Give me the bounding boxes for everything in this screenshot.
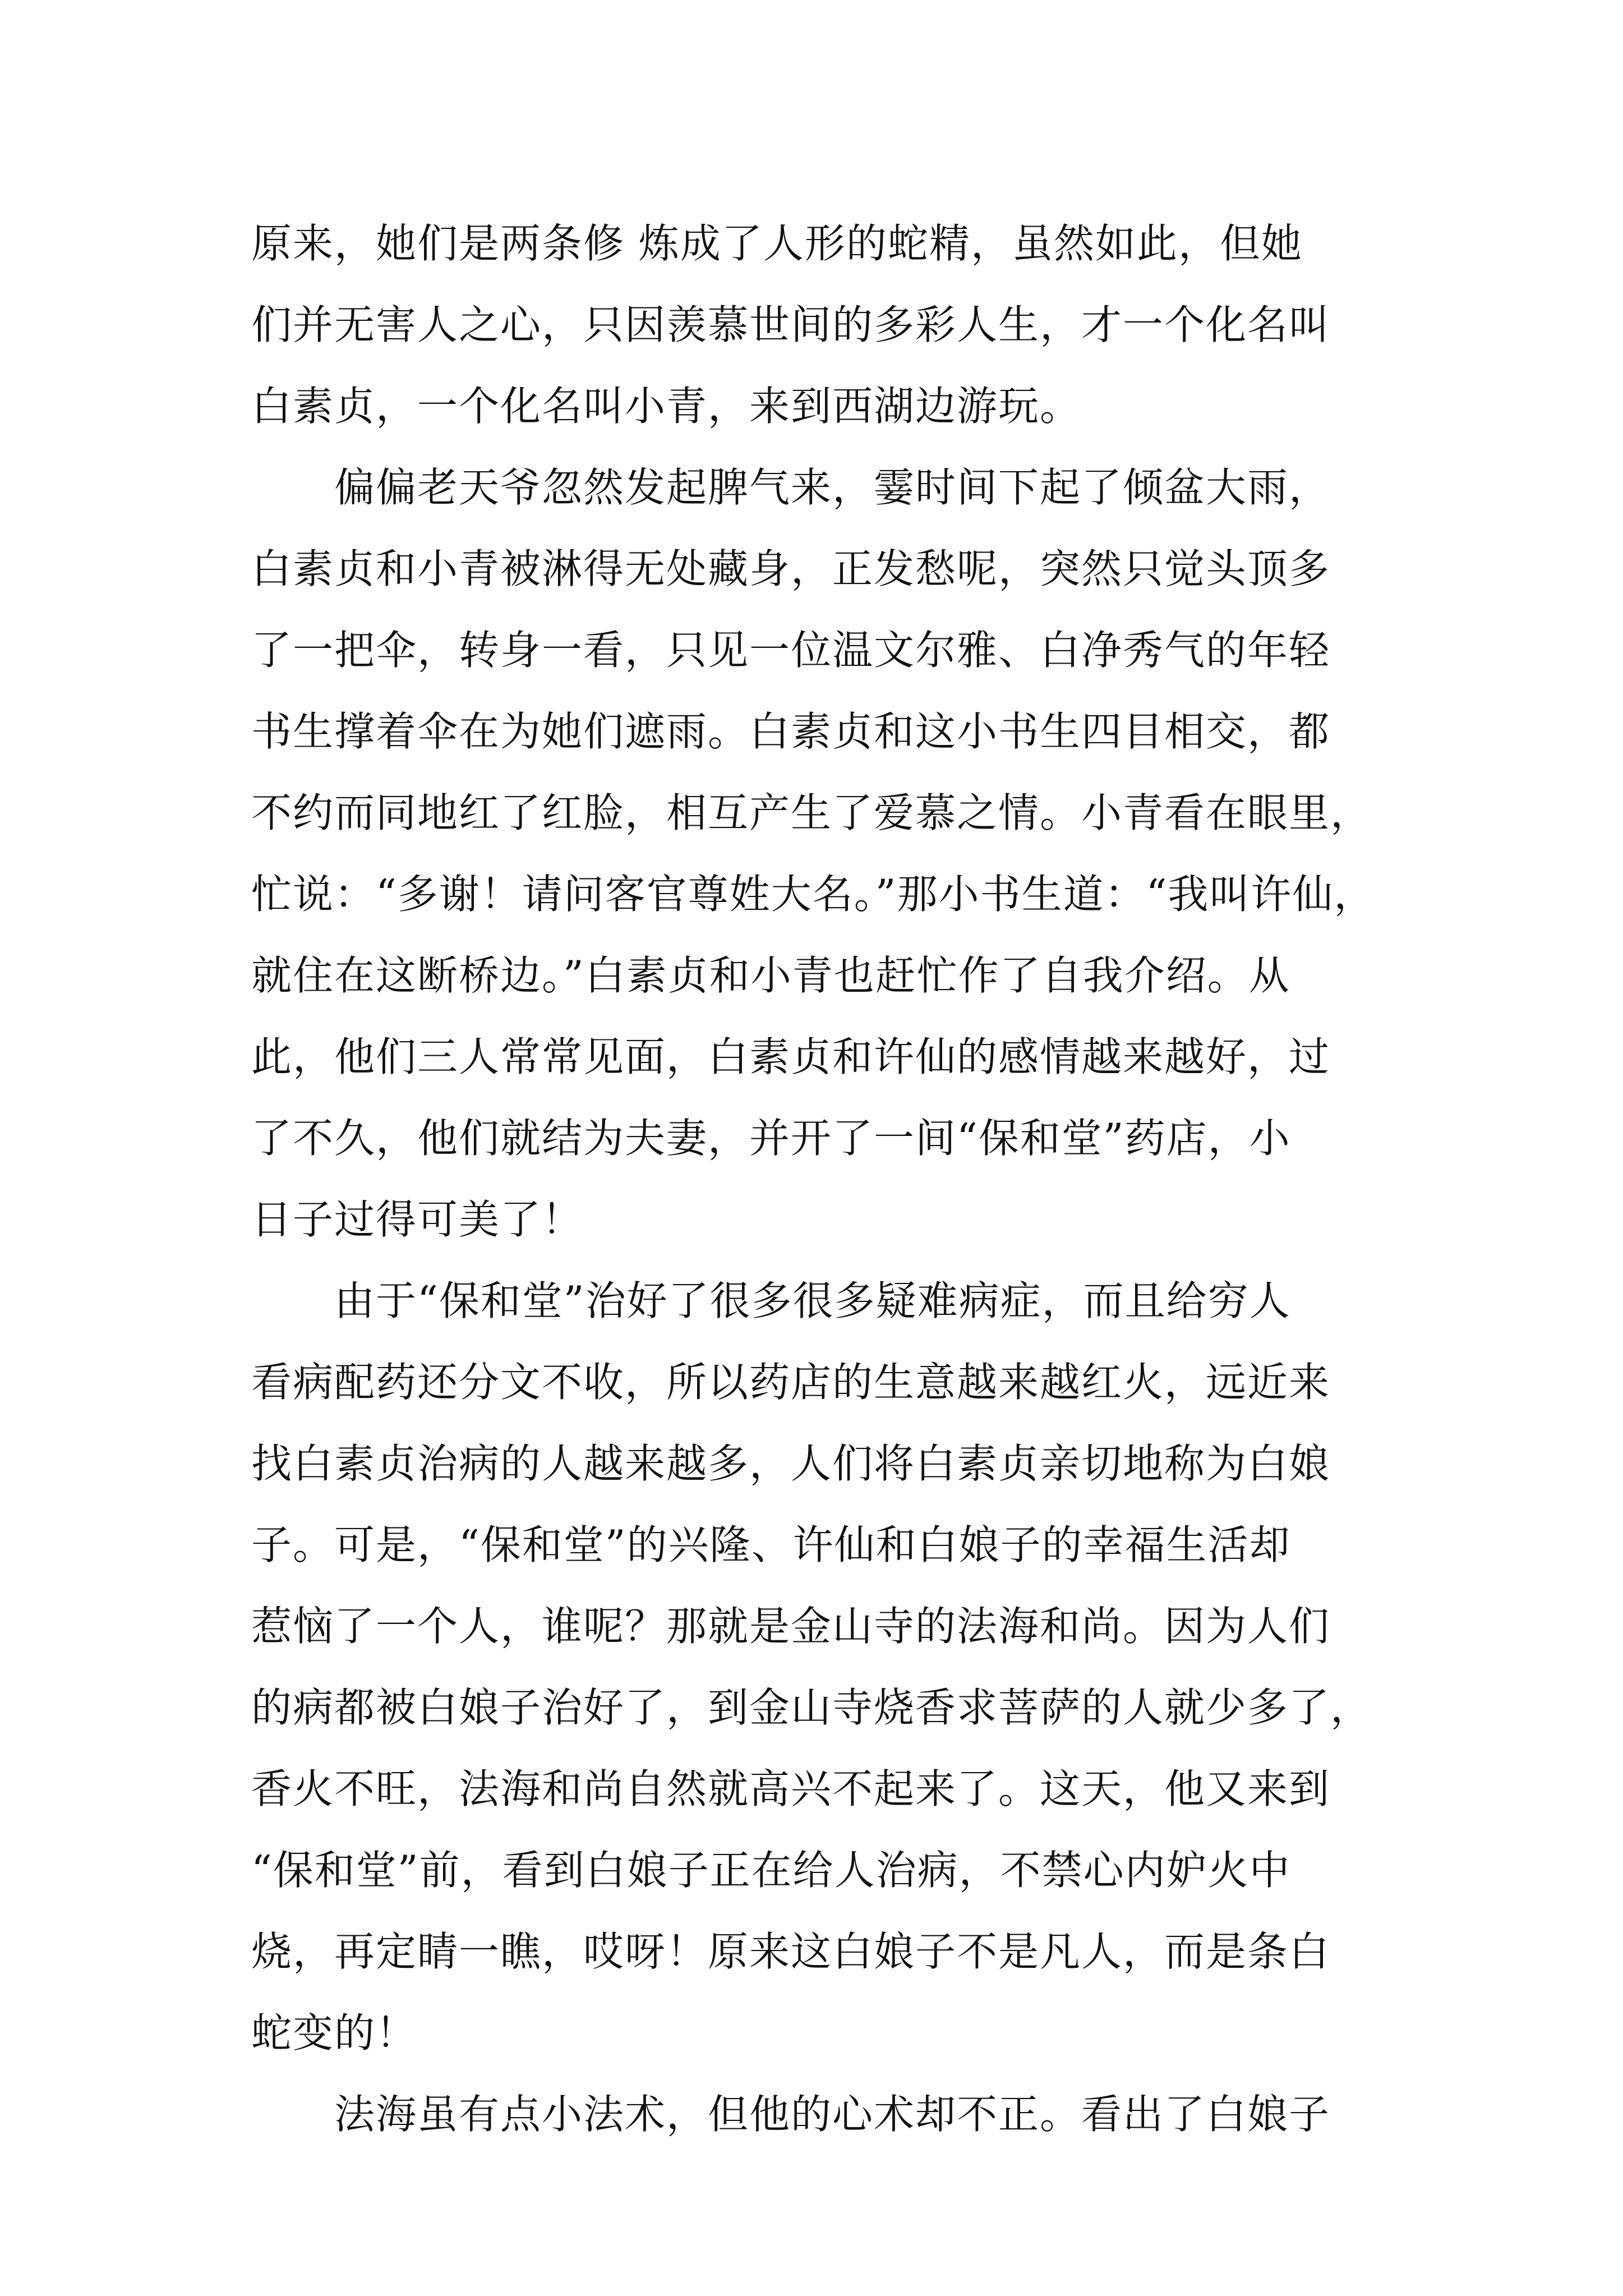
body-text — [251, 203, 1378, 2155]
text-line: 看病配药还分文不收，所以药店的生意越来越红火，远近来 — [251, 1359, 1331, 1406]
text-line: 白素贞和小青被淋得无处藏身，正发愁呢，突然只觉头顶多 — [251, 545, 1331, 592]
text-line: 法海虽有点小法术，但他的心术却不正。看出了白娘子 — [334, 2091, 1331, 2138]
text-line: 香火不旺，法海和尚自然就高兴不起来了。这天，他又来到 — [251, 1765, 1331, 1812]
text-line: 惹恼了一个人，谁呢？那就是金山寺的法海和尚。因为人们 — [251, 1603, 1331, 1650]
text-line: 子。可是，“保和堂”的兴隆、许仙和白娘子的幸福生活却 — [251, 1521, 1291, 1568]
text-line: 此，他们三人常常见面，白素贞和许仙的感情越来越好，过 — [251, 1033, 1331, 1080]
text-line: 忙说：“多谢！请问客官尊姓大名。”那小书生道：“我叫许仙， — [251, 871, 1376, 918]
text-line: 偏偏老天爷忽然发起脾气来，霎时间下起了倾盆大雨， — [334, 464, 1331, 511]
text-line: 不约而同地红了红脸，相互产生了爱慕之情。小青看在眼里， — [251, 789, 1372, 836]
text-line: 找白素贞治病的人越来越多，人们将白素贞亲切地称为白娘 — [251, 1440, 1331, 1487]
text-line: 们并无害人之心，只因羡慕世间的多彩人生，才一个化名叫 — [251, 301, 1331, 348]
text-line: “保和堂”前，看到白娘子正在给人治病，不禁心内妒火中 — [251, 1847, 1291, 1894]
text-line: 原来，她们是两条修 炼成了人形的蛇精，虽然如此，但她 — [251, 220, 1303, 267]
text-line: 烧，再定睛一瞧，哎呀！原来这白娘子不是凡人，而是条白 — [251, 1928, 1331, 1975]
text-line: 蛇变的！ — [251, 2009, 418, 2056]
text-line: 的病都被白娘子治好了，到金山寺烧香求菩萨的人就少多了， — [251, 1684, 1372, 1731]
text-line: 了不久，他们就结为夫妻，并开了一间“保和堂”药店，小 — [251, 1115, 1291, 1162]
text-line: 了一把伞，转身一看，只见一位温文尔雅、白净秀气的年轻 — [251, 627, 1331, 674]
text-line: 由于“保和堂”治好了很多很多疑难病症，而且给穷人 — [334, 1277, 1291, 1324]
text-line: 就住在这断桥边。”白素贞和小青也赶忙作了自我介绍。从 — [251, 952, 1290, 999]
text-line: 日子过得可美了！ — [251, 1196, 584, 1243]
text-line: 书生撑着伞在为她们遮雨。白素贞和这小书生四目相交，都 — [251, 708, 1331, 755]
text-line: 白素贞，一个化名叫小青，来到西湖边游玩。 — [251, 383, 1082, 430]
